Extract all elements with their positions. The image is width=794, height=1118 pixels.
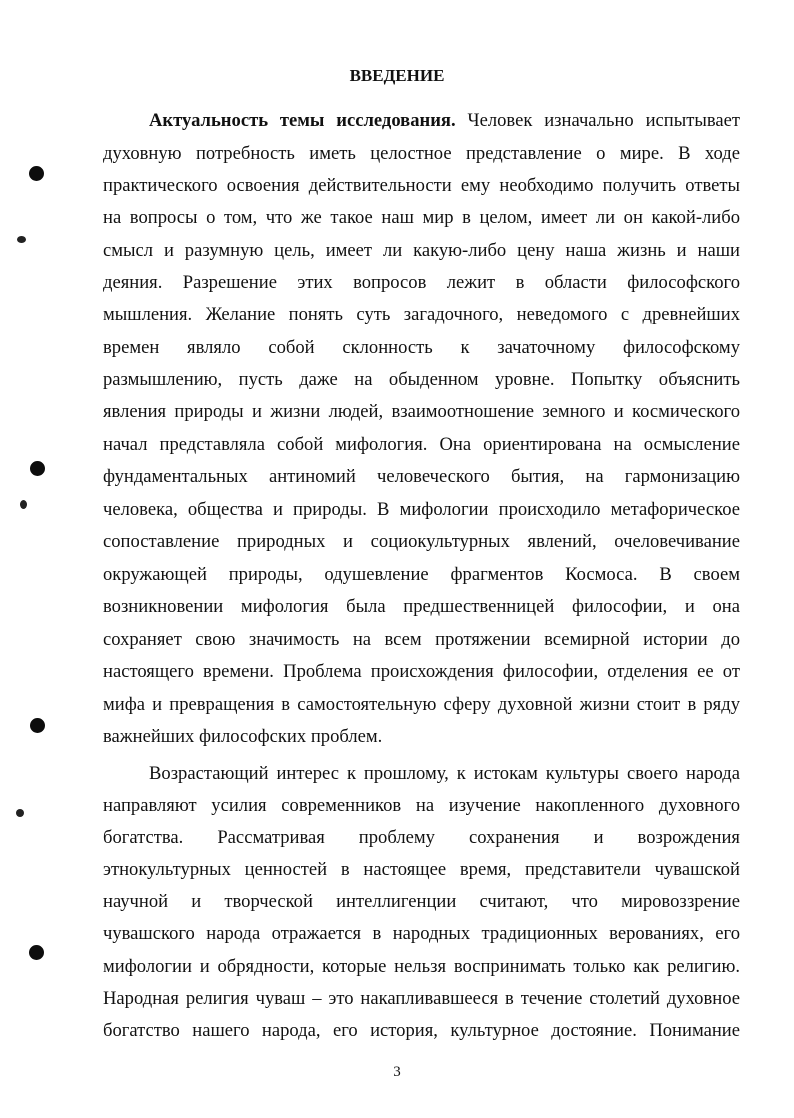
paragraph-line: мифологии и обрядности, которые нельзя воспринимать только как религию. [103, 956, 740, 977]
lead-in-phrase: Актуальность темы исследования. [149, 110, 456, 131]
paragraph-line: мифа и превращения в самостоятельную сферу духовной жизни стоит в ряду [103, 694, 740, 715]
paragraph-line: богатства. Рассматривая проблему сохранения и возрождения [103, 827, 740, 848]
paragraph-line: окружающей природы, одушевление фрагментов Космоса. В своем [103, 564, 740, 585]
paragraph-line: Народная религия чуваш – это накапливавшееся в течение столетий духовное [103, 988, 740, 1009]
line-text: Человек изначально испытывает [467, 110, 740, 131]
paragraph-line: направляют усилия современников на изучение накопленного духовного [103, 795, 740, 816]
paragraph-line: этнокультурных ценностей в настоящее время, представители чувашской [103, 859, 740, 880]
paragraph-line: сопоставление природных и социокультурных явлений, очеловечивание [103, 531, 740, 552]
paragraph-line: явления природы и жизни людей, взаимоотношение земного и космического [103, 401, 740, 422]
paragraph-line: человека, общества и природы. В мифологии происходило метафорическое [103, 499, 740, 520]
paragraph-line: духовную потребность иметь целостное представление о мире. В ходе [103, 143, 740, 164]
scan-speck-2 [20, 500, 27, 509]
paragraph-line: научной и творческой интеллигенции считают, что мировоззрение [103, 891, 740, 912]
paragraph-line: важнейших философских проблем. [103, 726, 383, 747]
paragraph-line: мышления. Желание понять суть загадочного, неведомого с древнейших [103, 304, 740, 325]
paragraph-line: начал представляла собой мифология. Она ориентирована на осмысление [103, 434, 740, 455]
paragraph-line: времен являло собой склонность к зачаточному философскому [103, 337, 740, 358]
page-heading: ВВЕДЕНИЕ [349, 66, 445, 85]
paragraph-line: фундаментальных антиномий человеческого бытия, на гармонизацию [103, 466, 740, 487]
paragraph-line: богатство нашего народа, его история, культурное достояние. Понимание [103, 1020, 740, 1041]
paragraph-line: деяния. Разрешение этих вопросов лежит в области философского [103, 272, 740, 293]
binding-hole-3 [30, 718, 45, 733]
paragraph-line: практического освоения действительности ему необходимо получить ответы [103, 175, 740, 196]
scan-speck-1 [17, 236, 26, 243]
binding-hole-1 [29, 166, 44, 181]
paragraph-line: чувашского народа отражается в народных традиционных верованиях, его [103, 923, 740, 944]
paragraph-line: настоящего времени. Проблема происхождения философии, отделения ее от [103, 661, 740, 682]
binding-hole-2 [30, 461, 45, 476]
paragraph-line: смысл и разумную цель, имеет ли какую-либо цену наша жизнь и наши [103, 240, 740, 261]
paragraph-line: размышлению, пусть даже на обыденном уровне. Попытку объяснить [103, 369, 740, 390]
binding-hole-4 [29, 945, 44, 960]
paragraph-line: Возрастающий интерес к прошлому, к истокам культуры своего народа [149, 763, 740, 784]
paragraph-line: возникновении мифология была предшественницей философии, и она [103, 596, 740, 617]
paragraph-line [149, 108, 740, 134]
paragraph-line: на вопросы о том, что же такое наш мир в целом, имеет ли он какой-либо [103, 207, 740, 228]
page-number: 3 [393, 1064, 401, 1080]
paragraph-line: сохраняет свою значимость на всем протяжении всемирной истории до [103, 629, 740, 650]
scan-speck-3 [16, 809, 24, 817]
